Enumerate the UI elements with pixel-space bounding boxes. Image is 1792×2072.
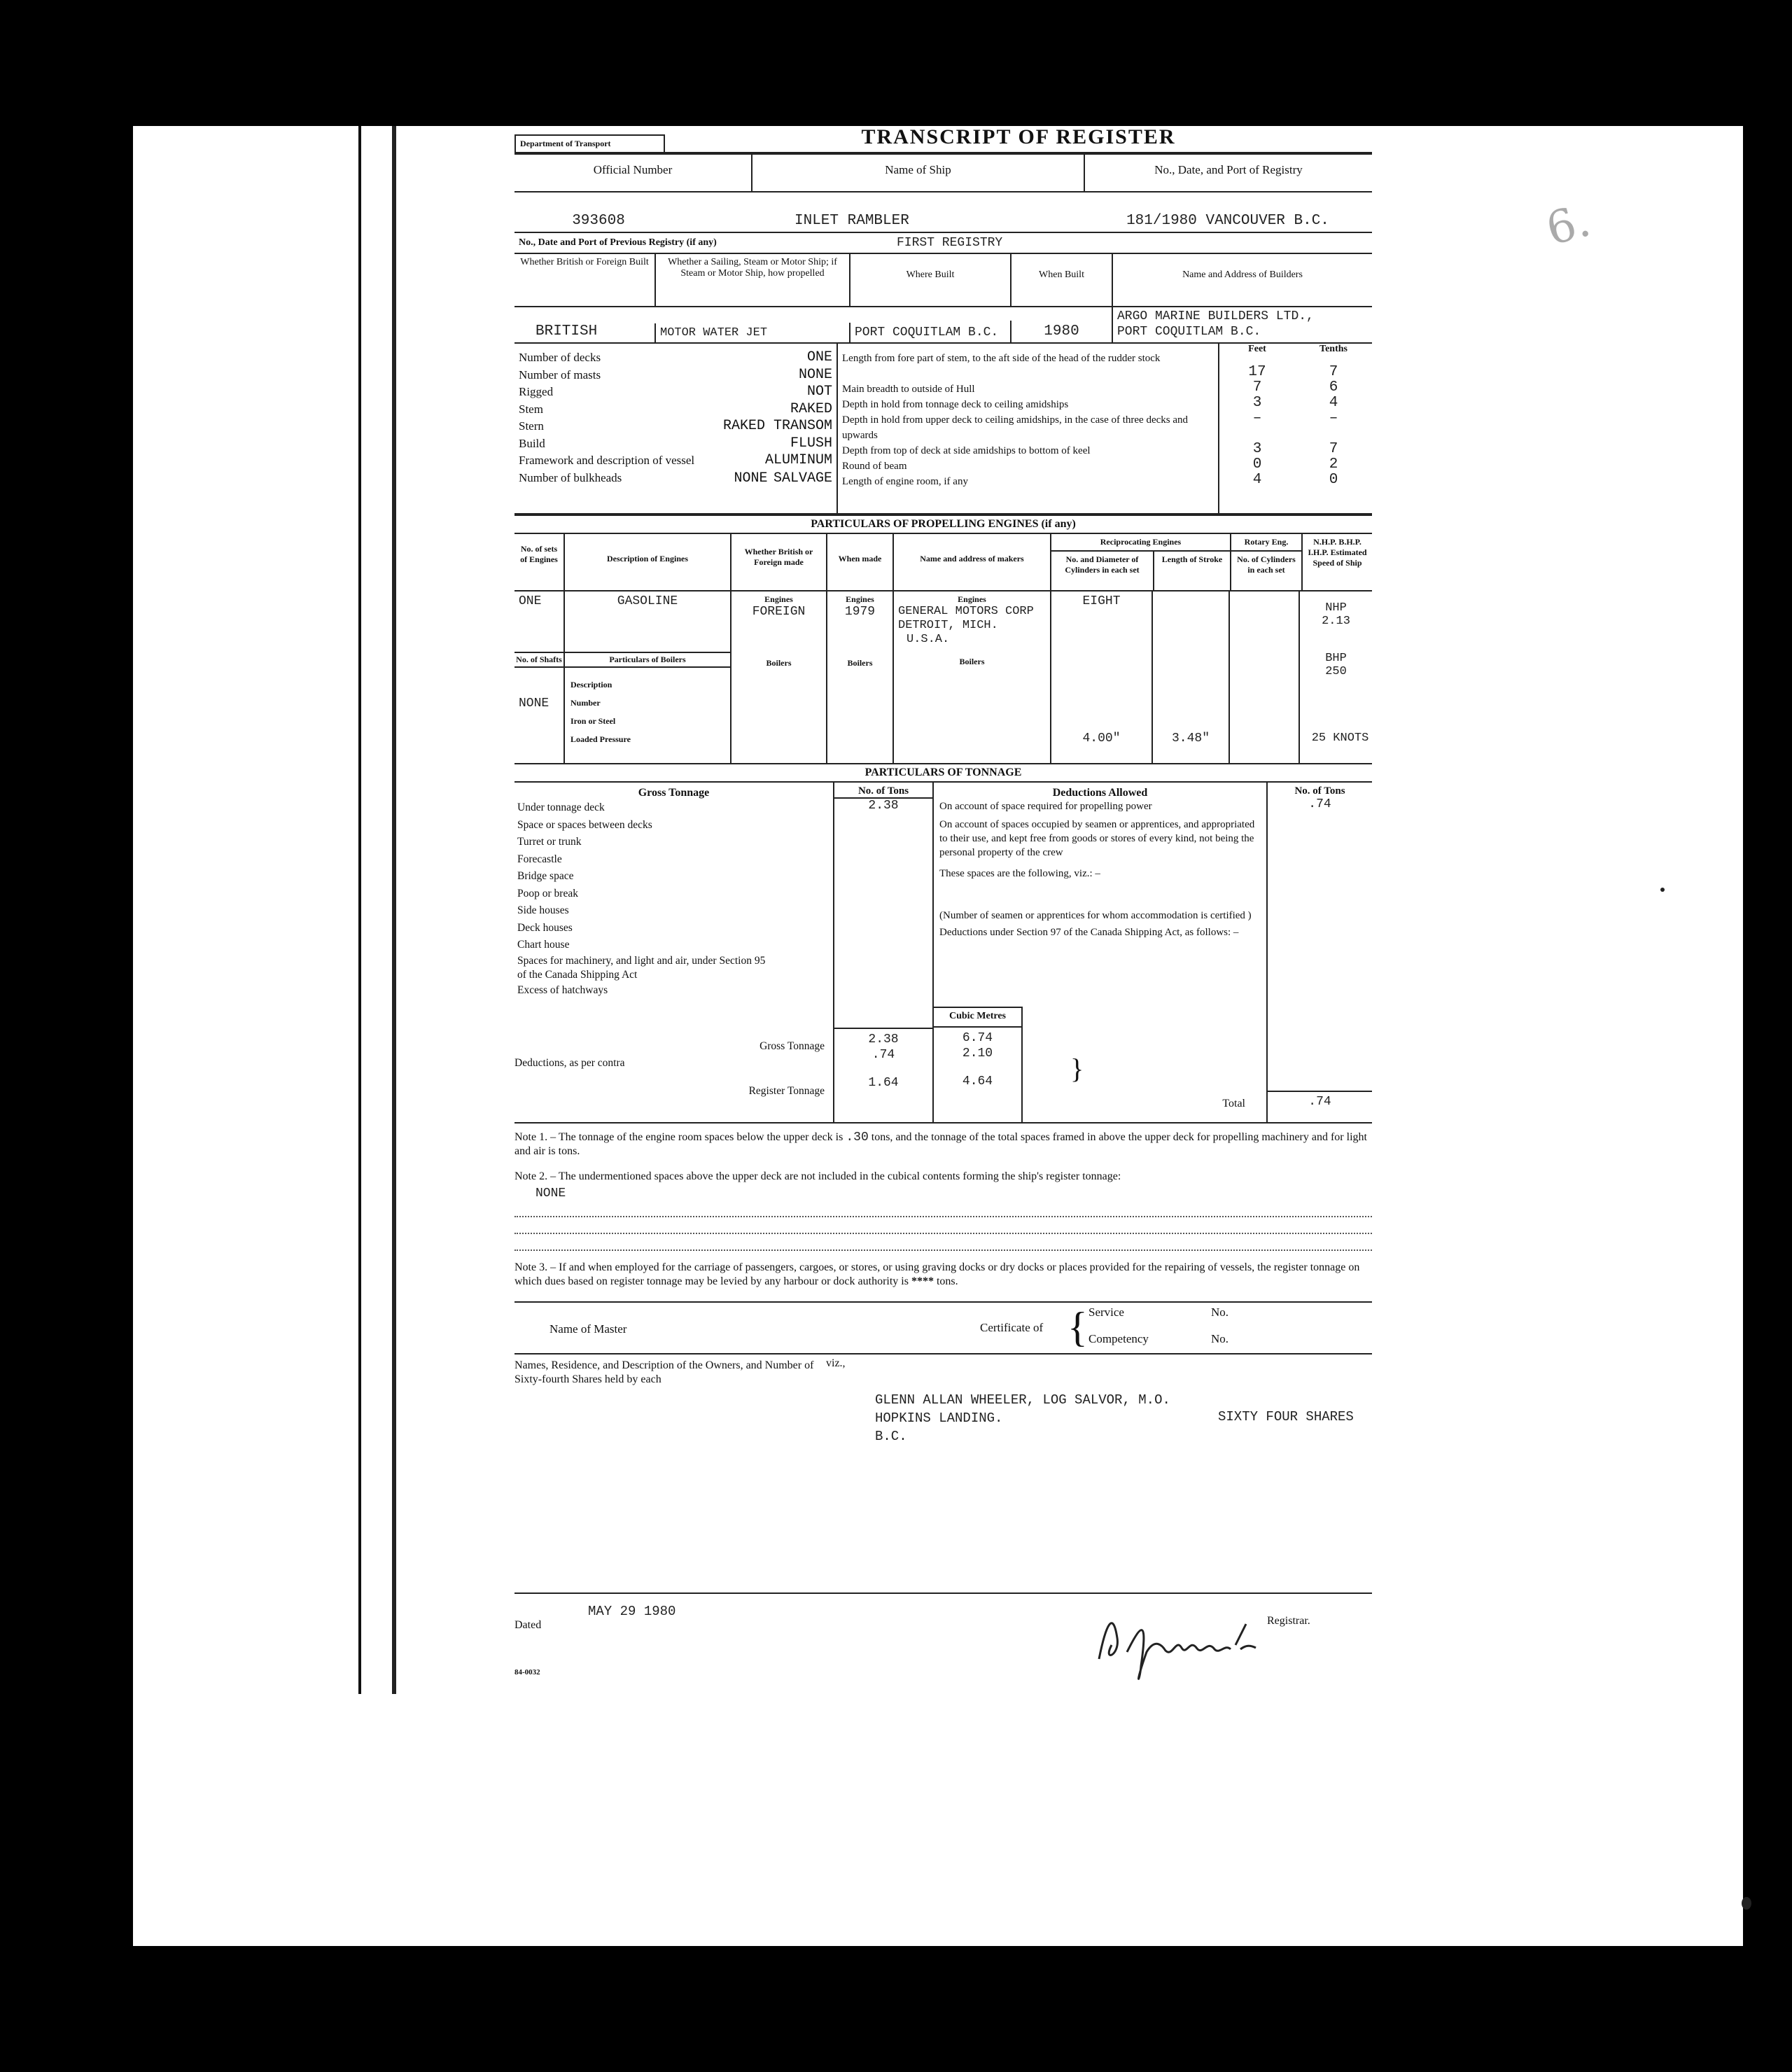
note2-value: NONE [536,1186,566,1200]
note3-value: **** [911,1275,934,1287]
register-tonnage-label: Register Tonnage [748,1085,825,1097]
particular-row: Number of masts NONE [519,366,832,383]
particular-row: Number of bulkheads NONE SALVAGE [519,470,832,486]
gross-row: Under tonnage deck [517,802,605,813]
owner-line-3: B.C. [875,1429,907,1444]
owners-viz: viz., [826,1357,846,1369]
propulsion-value: MOTOR WATER JET [654,323,849,342]
competency-no-label: No. [1211,1332,1229,1345]
master-name-label: Name of Master [550,1322,627,1336]
when-built-label: When Built [1010,254,1112,306]
feet-header: Feet [1248,344,1266,354]
name-of-ship-label: Name of Ship [751,155,1084,191]
official-number-value: 393608 [572,213,625,229]
dim-tenths: 6 [1329,379,1338,396]
dim-label: Round of beam [842,461,907,472]
note1-text-c: tons. [558,1145,580,1157]
dim-tenths: 2 [1329,456,1338,472]
department-label: Department of Transport [514,134,665,152]
gross-tonnage-label: Gross Tonnage [638,787,710,799]
service-label: Service [1088,1306,1124,1319]
eng-h-desc: Description of Engines [564,534,730,590]
gross-row: Bridge space [517,870,574,882]
note1-text-a: Note 1. – The tonnage of the engine room spaces below the upper deck is [514,1131,844,1143]
dim-feet: 7 [1252,379,1262,396]
note3-text: Note 3. – If and when employed for the carriage of passengers, cargoes, or stores, or using graving docks or dry docks or places provided for the repairing of vessels, the register tonnage on which dues based on register tonnage may be levied by any harbour or dock authority is [514,1261,1360,1287]
dim-label: Main breadth to outside of Hull [842,384,975,395]
dim-label: Length from fore part of stem, to the aft side of the head of the rudder stock [842,353,1161,364]
dim-feet: 0 [1252,456,1262,472]
gross-total-value: 2.38 [868,1032,899,1046]
register-tonnage-value: 1.64 [868,1076,899,1090]
dim-feet: – [1252,410,1262,426]
note2-text: Note 2. – The undermentioned spaces above the upper deck are not included in the cubical contents forming the ship's register tonnage: [514,1170,1121,1182]
eng-h-when: When made [826,534,892,590]
tonnage-section-title: PARTICULARS OF TONNAGE [514,764,1372,783]
dim-tenths: 7 [1329,441,1338,457]
form-title: TRANSCRIPT OF REGISTER [861,125,1176,148]
official-number-label: Official Number [593,163,673,176]
boiler-row: Number [570,698,601,708]
owner-line-1: GLENN ALLAN WHEELER, LOG SALVOR, M.O. [875,1392,1170,1408]
where-built-value: PORT COQUITLAM B.C. [849,323,1010,342]
deduction-row: (Number of seamen or apprentices for whom accommodation is certified ) [939,910,1252,921]
boiler-row: Description [570,680,612,690]
nhp-label: NHP [1325,601,1347,615]
particular-row: Rigged NOT [519,384,832,400]
shafts-label: No. of Shafts [514,652,564,668]
speed-value: 25 KNOTS [1311,732,1369,745]
nhp-value: 2.13 [1322,615,1350,628]
page-fold-line [358,126,361,1694]
deduction-row: On account of spaces occupied by seamen or apprentices, and appropriated to their use, and kept free from goods or stores of every kind, not being the personal property of the crew [939,819,1255,858]
dim-tenths: – [1329,410,1338,426]
gross-row: Turret or trunk [517,836,582,848]
gross-row: Space or spaces between decks [517,818,652,831]
transcript-form [514,122,1372,1676]
dim-feet: 17 [1248,364,1266,380]
particular-row: Stern RAKED TRANSOM [519,418,832,434]
eng-h-maker: Name and address of makers [892,534,1050,590]
eng-shafts: NONE [519,696,550,710]
gross-row: Deck houses [517,921,573,934]
cubic-metres-label: Cubic Metres [949,1011,1006,1021]
dotted-line [514,1234,1372,1251]
page-edge-shadow [392,126,396,1694]
eng-h-nhp: N.H.P. B.H.P. I.H.P. Estimated Speed of Ship [1301,534,1372,590]
gross-row: Spaces for machinery, and light and air, under Section 95 of the Canada Shipping Act [517,954,766,981]
dim-label: Depth in hold from tonnage deck to ceiling amidships [842,399,1069,410]
brace: } [1070,1053,1084,1084]
eng-when-value: 1979 [844,605,876,619]
eng-h-sets: No. of sets of Engines [520,544,558,564]
engines-word: Engines [764,594,793,604]
builder-line-1: ARGO MARINE BUILDERS LTD., [1117,309,1314,323]
particular-row: Framework and description of vessel ALUMINUM [519,452,832,468]
gross-row: Forecastle [517,853,562,865]
builders-label: Name and Address of Builders [1112,254,1372,306]
registrar-label: Registrar. [1267,1615,1310,1627]
deduction-row: Deductions under Section 97 of the Canada Shipping Act, as follows: – [939,927,1239,938]
port-of-registry-value: 181/1980 VANCOUVER B.C. [1126,213,1329,229]
dim-label: Length of engine room, if any [842,476,968,487]
owner-line-2: HOPKINS LANDING. [875,1410,1003,1426]
bhp-label: BHP [1325,652,1347,665]
previous-registry-label: No., Date and Port of Previous Registry (if any) [519,237,717,248]
maker-line-2: DETROIT, MICH. [898,619,998,632]
total-value: .74 [1268,1091,1372,1109]
port-of-registry-label: No., Date, and Port of Registry [1084,155,1372,191]
dim-tenths: 0 [1329,472,1338,488]
gross-row: Chart house [517,939,570,951]
dotted-line [514,1200,1372,1217]
eng-h-brit: Whether British or Foreign made [730,534,826,590]
certificate-label: Certificate of [980,1321,1044,1334]
note1-text-b: tons, and the tonnage of the total spaces framed in above the upper deck for propelling machinery and for light and air is [514,1131,1367,1157]
register-cubic-value: 4.64 [962,1074,993,1088]
total-label: Total [1222,1098,1245,1110]
boiler-row: Iron or Steel [570,716,616,726]
boilers-word: Boilers [959,657,985,666]
eng-h-rotary: Rotary Eng. [1231,534,1301,552]
propulsion-label: Whether a Sailing, Steam or Motor Ship; if Steam or Motor Ship, how propelled [654,254,849,306]
dim-feet: 4 [1252,472,1262,488]
boilers-word: Boilers [766,658,792,668]
eng-brit-value: FOREIGN [752,605,806,619]
dim-feet: 3 [1252,441,1262,457]
note3-end: tons. [936,1275,958,1287]
gross-row: Poop or break [517,887,578,899]
maker-line-1: GENERAL MOTORS CORP [898,605,1034,618]
particular-row: Number of decks ONE [519,349,832,365]
deductions-contra-label: Deductions, as per contra [514,1057,625,1069]
where-built-label: Where Built [849,254,1010,306]
deduction-row: On account of space required for propelling power [939,801,1152,812]
british-foreign-label: Whether British or Foreign Built [520,257,649,267]
particular-row: Build FLUSH [519,435,832,451]
deduction-row: These spaces are the following, viz.: – [939,868,1100,879]
boilers-title: Particulars of Boilers [565,652,730,668]
under-deck-tons: 2.38 [868,799,899,813]
owner-shares: SIXTY FOUR SHARES [1218,1409,1354,1424]
when-built-value: 1980 [1010,321,1112,342]
eng-h-rot-cyl: No. of Cylinders in each set [1237,554,1296,575]
eng-description: GASOLINE [617,594,678,608]
note1-value: .30 [846,1130,869,1144]
particular-row: Stem RAKED [519,400,832,417]
eng-h-recip: Reciprocating Engines [1051,534,1230,552]
ded-tons-header: No. of Tons [1294,785,1345,797]
cert-brace: { [1068,1304,1088,1350]
boilers-word: Boilers [847,658,873,668]
builder-line-2: PORT COQUITLAM B.C. [1117,325,1261,339]
tons-header: No. of Tons [834,783,932,799]
film-speck [1742,1897,1751,1910]
british-foreign-value: BRITISH [536,323,598,340]
page-mark: 6. [1541,195,1596,256]
dim-tenths: 4 [1329,395,1338,411]
bhp-value: 250 [1325,665,1347,678]
dim-label: Depth in hold from upper deck to ceiling amidships, in the case of three decks and upwards [842,414,1189,441]
eng-h-stroke: Length of Stroke [1153,552,1230,590]
deductions-cubic-value: 2.10 [962,1046,993,1060]
form-number: 84-0032 [514,1668,540,1676]
propelling-power-tons: .74 [1308,797,1331,811]
tenths-header: Tenths [1320,344,1348,354]
deductions-contra-value: .74 [872,1048,895,1062]
film-speck [1660,888,1665,892]
eng-stroke: 3.48" [1171,732,1210,746]
eng-sets: ONE [519,594,542,608]
gross-row: Side houses [517,904,569,916]
dated-value: MAY 29 1980 [588,1604,676,1619]
boiler-row: Loaded Pressure [570,734,631,744]
previous-registry-value: FIRST REGISTRY [897,236,1003,250]
gross-total-label: Gross Tonnage [760,1040,825,1052]
registrar-signature [1085,1596,1295,1687]
dim-tenths: 7 [1329,364,1338,380]
service-no-label: No. [1211,1306,1229,1319]
eng-cylinders: EIGHT [1082,594,1121,608]
engines-word: Engines [846,594,874,604]
maker-line-3: U.S.A. [906,633,950,646]
owners-label: Names, Residence, and Description of the Owners, and Number of Sixty-fourth Shares held by each [514,1359,814,1385]
deductions-label: Deductions Allowed [1052,787,1148,799]
eng-h-cyl: No. and Diameter of Cylinders in each set [1065,554,1140,575]
gross-cubic-value: 6.74 [962,1031,993,1045]
dim-label: Depth from top of deck at side amidships to bottom of keel [842,445,1091,456]
gross-row: Excess of hatchways [517,983,608,996]
dim-feet: 3 [1252,395,1262,411]
dated-label: Dated [514,1619,542,1631]
engines-section-title: PARTICULARS OF PROPELLING ENGINES (if any) [514,514,1372,534]
eng-diameter: 4.00" [1082,732,1121,746]
engines-word: Engines [958,594,986,604]
competency-label: Competency [1088,1332,1149,1345]
dotted-line [514,1217,1372,1234]
name-of-ship-value: INLET RAMBLER [794,213,909,229]
